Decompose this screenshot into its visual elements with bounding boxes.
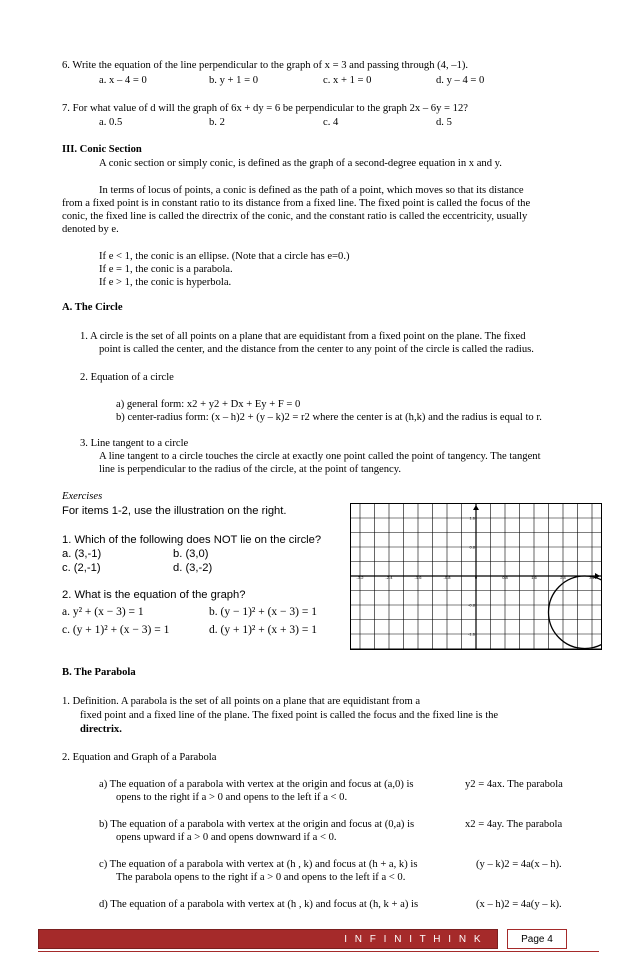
eccentricity-hyperbola: If e > 1, the conic is hyperbola. (99, 277, 232, 288)
parabola-definition-line-3: directrix. (80, 724, 122, 735)
eccentricity-ellipse: If e < 1, the conic is an ellipse. (Note that a circle has e=0.) (99, 251, 350, 262)
circle-graph (350, 503, 602, 650)
y-tick-label: -1.6 (468, 631, 475, 637)
exercise-1-option-c: c. (2,-1) (62, 562, 101, 574)
question-7-option-a: a. 0.5 (99, 117, 123, 128)
y-axis-arrow (473, 505, 479, 510)
parabola-d-line-1: d) The equation of a parabola with vertex at (h , k) and focus at (h, k + a) is (99, 899, 419, 910)
exercise-1-stem: 1. Which of the following does NOT lie on the circle? (62, 534, 322, 546)
parabola-d-equation: (x – h)2 = 4a(y – k). (476, 899, 562, 910)
exercise-2-option-b: b. (y − 1)² + (x − 3) = 1 (209, 606, 317, 618)
parabola-c-equation: (y – k)2 = 4a(x – h). (476, 859, 562, 870)
exercise-1-option-a: a. (3,-1) (62, 548, 102, 560)
circle-general-form: a) general form: x2 + y2 + Dx + Ey + F = 0 (116, 399, 301, 410)
question-7-option-d: d. 5 (436, 117, 452, 128)
page-footer (0, 925, 638, 953)
parabola-heading: B. The Parabola (62, 667, 136, 678)
x-tick-label: 2.4 (560, 575, 566, 580)
parabola-b-line-2: opens upward if a > 0 and opens downward if a < 0. (116, 832, 337, 843)
conic-paragraph-1: A conic section or simply conic, is defined as the graph of a second-degree equation in x and y. (99, 158, 502, 169)
question-7-option-c: c. 4 (323, 117, 339, 128)
exercise-1-option-d: d. (3,-2) (173, 562, 213, 574)
circle-item-1-line-2: point is called the center, and the distance from the center to any point of the circle is called the radius. (99, 344, 534, 355)
exercise-2-option-d: d. (y + 1)² + (x + 3) = 1 (209, 624, 317, 636)
x-tick-label: -3.2 (356, 575, 364, 580)
circle-item-3-line-2: line is perpendicular to the radius of the circle, at the point of tangency. (99, 464, 402, 475)
circle-item-1-line-1: 1. A circle is the set of all points on a plane that are equidistant from a fixed point on the plane. The fixed (80, 331, 526, 342)
circle-graph-svg (351, 504, 601, 649)
x-tick-label: 0 (474, 575, 478, 580)
exercises-label: Exercises (62, 491, 103, 502)
x-tick-label: -1.6 (414, 575, 422, 580)
question-7-option-b: b. 2 (209, 117, 225, 128)
question-7-stem: 7. For what value of d will the graph of 6x + dy = 6 be perpendicular to the graph 2x – 6y = 12? (62, 103, 468, 114)
exercise-2-option-a: a. y² + (x − 3) = 1 (62, 606, 144, 618)
parabola-a-line-2: opens to the right if a > 0 and opens to the left if a < 0. (116, 792, 348, 803)
conic-section-heading: III. Conic Section (62, 144, 142, 155)
parabola-a-equation: y2 = 4ax. The parabola (465, 779, 563, 790)
exercise-1-option-b: b. (3,0) (173, 548, 209, 560)
question-6-option-d: d. y – 4 = 0 (436, 75, 485, 86)
circle-heading: A. The Circle (62, 302, 123, 313)
parabola-b-line-1: b) The equation of a parabola with vertex at the origin and focus at (0,a) is (99, 819, 415, 830)
circle-item-2: 2. Equation of a circle (80, 372, 174, 383)
question-6-option-b: b. y + 1 = 0 (209, 75, 259, 86)
parabola-c-line-2: The parabola opens to the right if a > 0 and opens to the left if a < 0. (116, 872, 406, 883)
parabola-equation-heading: 2. Equation and Graph of a Parabola (62, 752, 217, 763)
exercise-2-stem: 2. What is the equation of the graph? (62, 589, 246, 601)
parabola-a-line-1: a) The equation of a parabola with vertex at the origin and focus at (a,0) is (99, 779, 414, 790)
question-6-option-c: c. x + 1 = 0 (323, 75, 372, 86)
parabola-definition-line-1: 1. Definition. A parabola is the set of all points on a plane that are equidistant from a (62, 696, 421, 707)
parabola-c-line-1: c) The equation of a parabola with vertex at (h , k) and focus at (h + a, k) is (99, 859, 418, 870)
eccentricity-parabola: If e = 1, the conic is a parabola. (99, 264, 233, 275)
conic-paragraph-2-line-3: conic, the fixed line is called the directrix of the conic, and the constant ratio is called the eccentricity, usually (62, 211, 528, 222)
conic-paragraph-2-line-4: denoted by e. (62, 224, 119, 235)
circle-item-3-line-1: A line tangent to a circle touches the circle at exactly one point called the point of tangency. The tangent (99, 451, 541, 462)
exercises-intro: For items 1-2, use the illustration on the right. (62, 505, 287, 517)
question-6-stem: 6. Write the equation of the line perpendicular to the graph of x = 3 and passing through (4, –1). (62, 60, 469, 71)
x-tick-label: 1.6 (531, 575, 537, 580)
conic-paragraph-2-line-2: from a fixed point is in constant ratio to its distance from a fixed line. The fixed point is called the focus of the (62, 198, 531, 209)
footer-divider (38, 951, 599, 952)
footer-brand-bar: I N F I N I T H I N K (38, 929, 498, 949)
x-tick-label: 0.8 (502, 575, 508, 580)
y-tick-label: 1.6 (469, 515, 475, 521)
footer-page-number: Page 4 (507, 929, 567, 949)
y-tick-label: 0.8 (469, 544, 475, 550)
circle-center-radius-form: b) center-radius form: (x – h)2 + (y – k)2 = r2 where the center is at (h,k) and the radius is equal to r. (116, 412, 542, 423)
x-tick-label: -0.8 (443, 575, 451, 580)
circle-item-3: 3. Line tangent to a circle (80, 438, 189, 449)
y-tick-label: -0.8 (468, 602, 475, 608)
graph-circle (549, 576, 602, 649)
x-tick-label: 3.2 (589, 575, 595, 580)
parabola-definition-line-2: fixed point and a fixed line of the plane. The fixed point is called the focus and the fixed line is the (80, 710, 499, 721)
question-6-option-a: a. x – 4 = 0 (99, 75, 147, 86)
conic-paragraph-2-line-1: In terms of locus of points, a conic is defined as the path of a point, which moves so that its distance (99, 185, 524, 196)
parabola-b-equation: x2 = 4ay. The parabola (465, 819, 563, 830)
exercise-2-option-c: c. (y + 1)² + (x − 3) = 1 (62, 624, 170, 636)
x-tick-label: -2.4 (385, 575, 393, 580)
